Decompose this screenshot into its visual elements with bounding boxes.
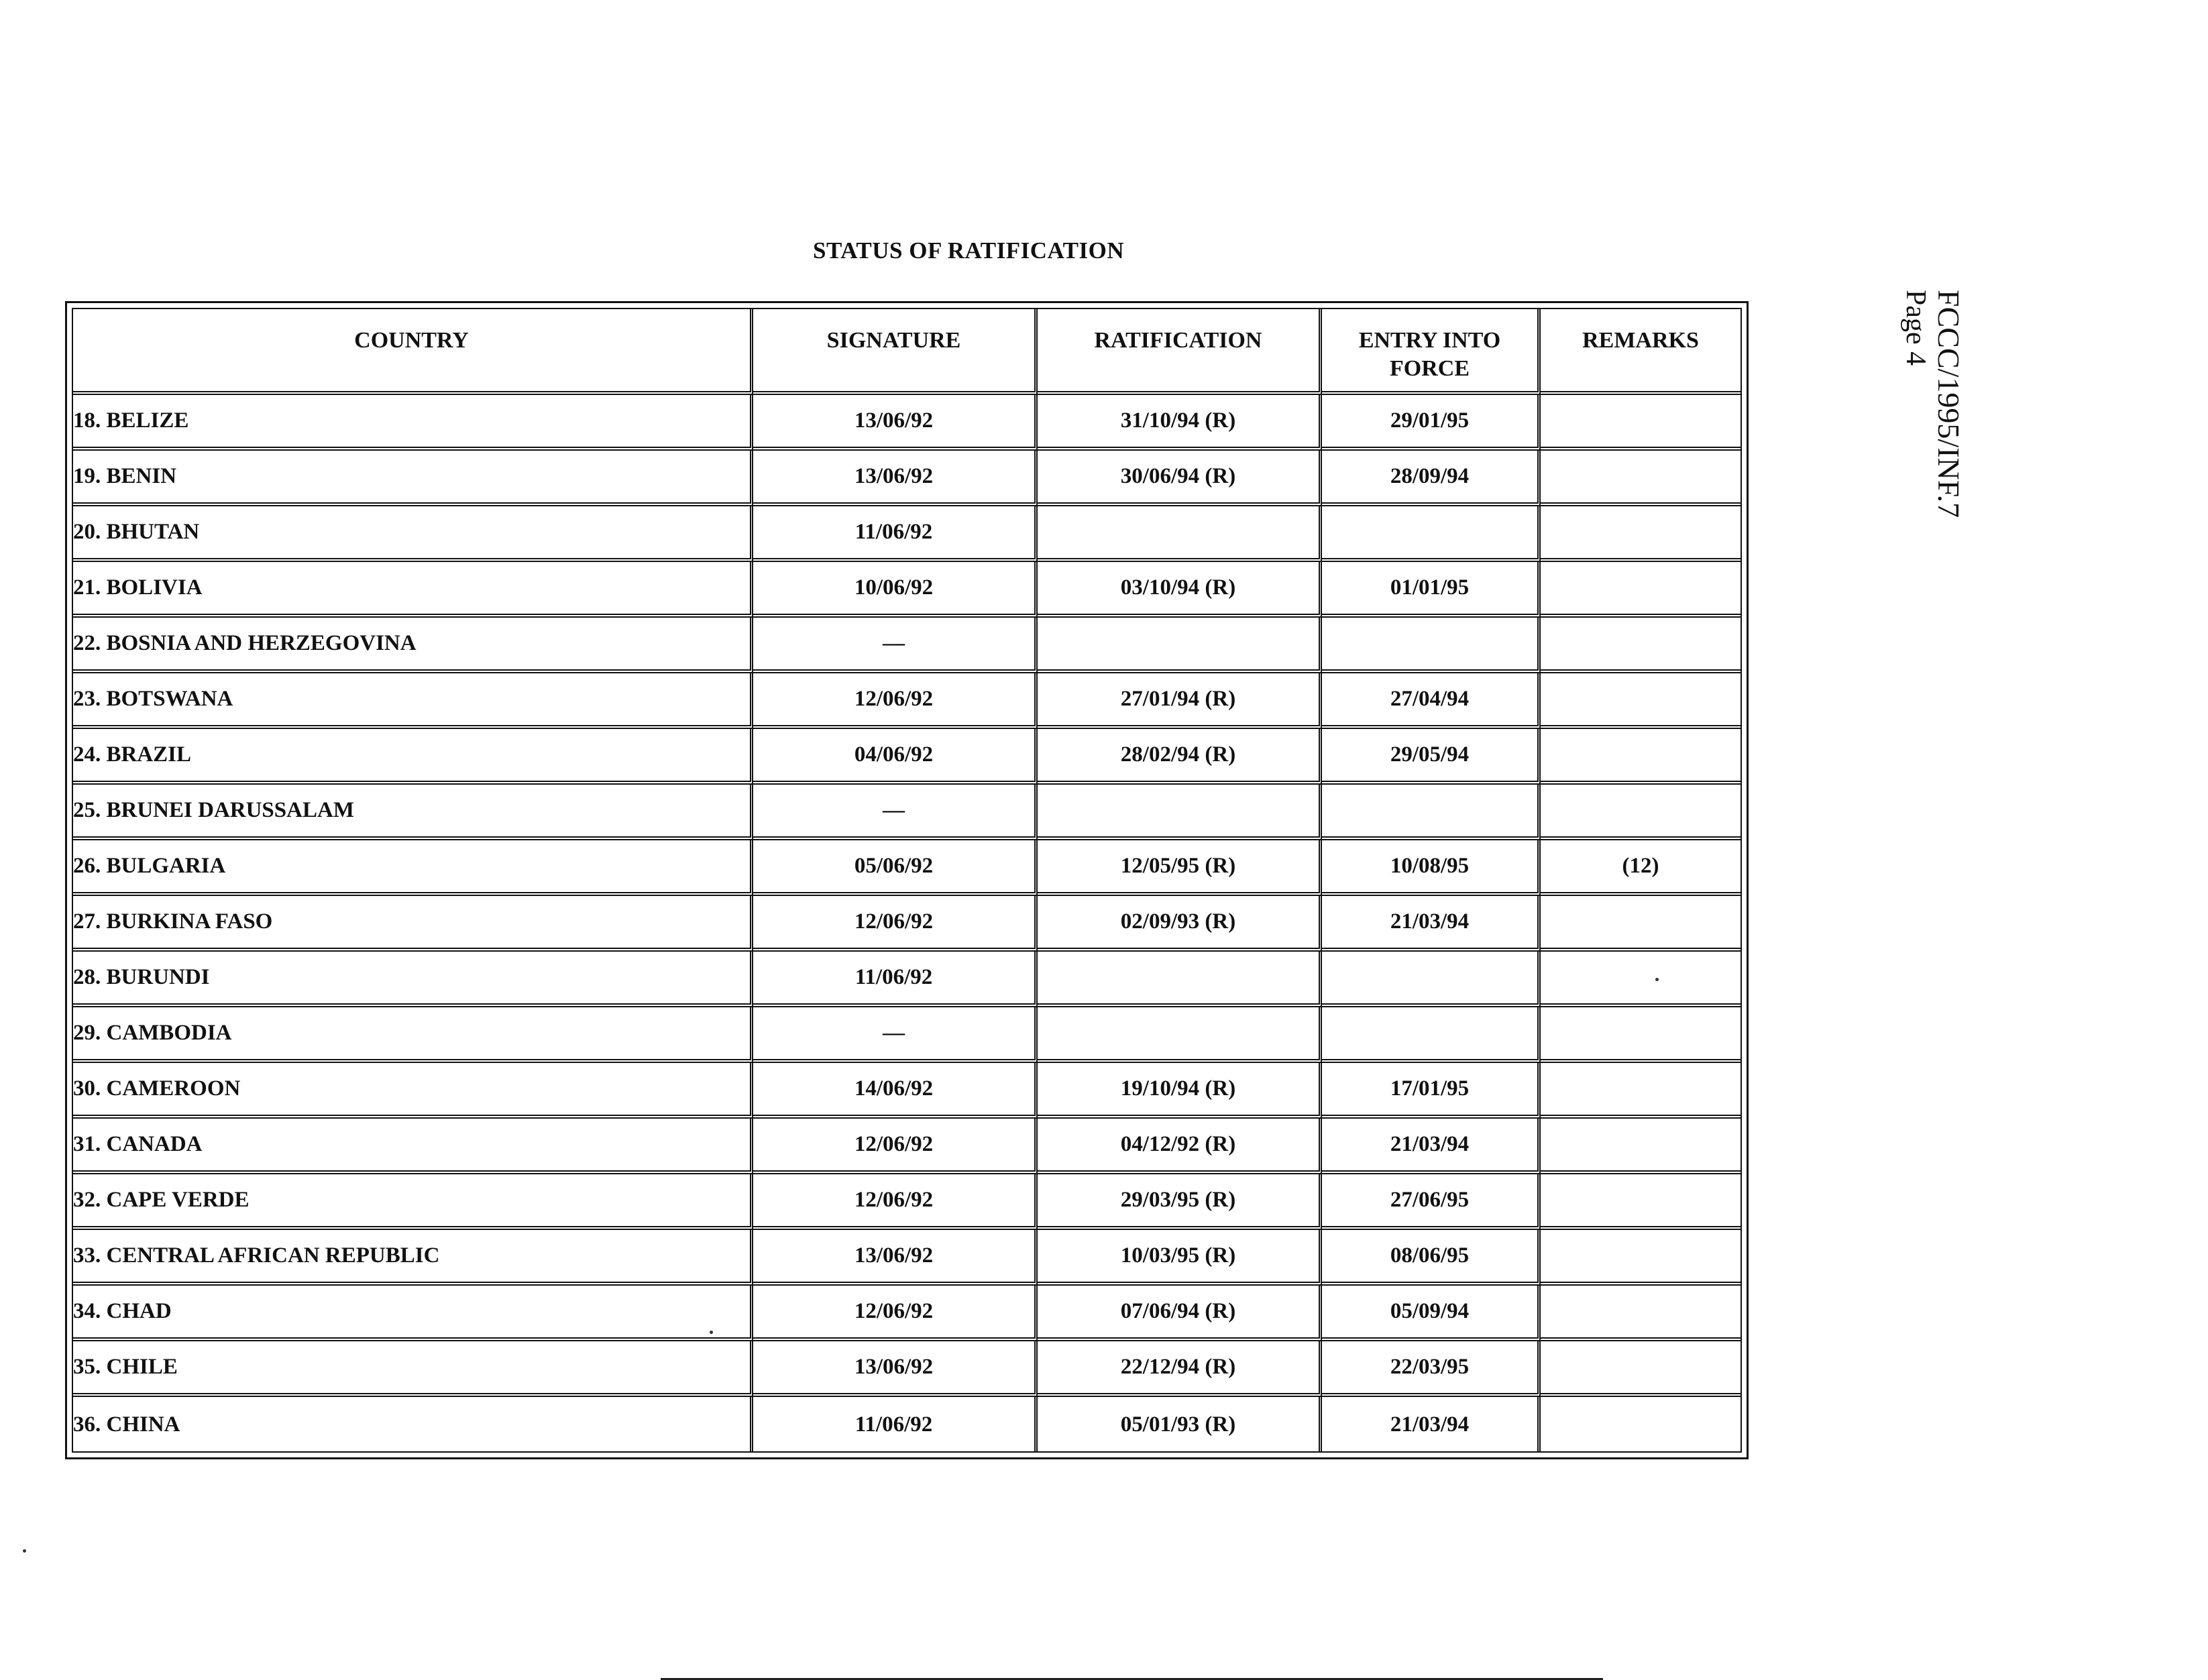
entry-into-force-cell: 01/01/95 (1322, 562, 1541, 618)
ratification-cell (1038, 952, 1322, 1007)
signature-cell: 11/06/92 (753, 506, 1038, 562)
ratification-cell: 22/12/94 (R) (1038, 1341, 1322, 1397)
remarks-cell (1541, 1007, 1741, 1063)
country-cell: 18. BELIZE (73, 395, 753, 451)
entry-into-force-cell (1322, 618, 1541, 673)
entry-into-force-cell (1322, 506, 1541, 562)
ratification-cell: 10/03/95 (R) (1038, 1230, 1322, 1286)
remarks-cell: (12) (1541, 840, 1741, 896)
country-cell: 27. BURKINA FASO (73, 896, 753, 952)
remarks-cell (1541, 673, 1741, 729)
signature-cell: 10/06/92 (753, 562, 1038, 618)
table-row (73, 673, 1741, 729)
header-country: COUNTRY (73, 309, 753, 395)
scan-speck (23, 1549, 26, 1553)
table-row (73, 1119, 1741, 1174)
ratification-cell: 12/05/95 (R) (1038, 840, 1322, 896)
entry-into-force-cell: 21/03/94 (1322, 1397, 1541, 1453)
table-row (73, 785, 1741, 840)
remarks-cell (1541, 506, 1741, 562)
signature-cell: 12/06/92 (753, 1286, 1038, 1341)
country-cell: 23. BOTSWANA (73, 673, 753, 729)
table-header-row (73, 309, 1741, 395)
signature-cell: 12/06/92 (753, 1174, 1038, 1230)
table-row (73, 952, 1741, 1007)
remarks-cell (1541, 1341, 1741, 1397)
ratification-cell: 30/06/94 (R) (1038, 451, 1322, 506)
ratification-cell: 07/06/94 (R) (1038, 1286, 1322, 1341)
header-signature: SIGNATURE (753, 309, 1038, 395)
table-row (73, 1174, 1741, 1230)
country-cell: 34. CHAD (73, 1286, 753, 1341)
table-row (73, 451, 1741, 506)
remarks-cell (1541, 1174, 1741, 1230)
header-entry-into-force: ENTRY INTO FORCE (1322, 309, 1541, 395)
table-row (73, 896, 1741, 952)
signature-cell: 12/06/92 (753, 1119, 1038, 1174)
country-cell: 35. CHILE (73, 1341, 753, 1397)
page-title: STATUS OF RATIFICATION (813, 237, 1125, 264)
scan-speck (710, 1331, 713, 1334)
remarks-cell (1541, 562, 1741, 618)
ratification-table-frame (65, 301, 1749, 1459)
signature-cell: 13/06/92 (753, 1230, 1038, 1286)
ratification-cell: 04/12/92 (R) (1038, 1119, 1322, 1174)
ratification-cell (1038, 1007, 1322, 1063)
remarks-cell (1541, 618, 1741, 673)
entry-into-force-cell (1322, 952, 1541, 1007)
table-row (73, 1230, 1741, 1286)
signature-cell: 11/06/92 (753, 1397, 1038, 1453)
remarks-cell (1541, 1230, 1741, 1286)
header-ratification: RATIFICATION (1038, 309, 1322, 395)
country-cell: 21. BOLIVIA (73, 562, 753, 618)
table-row (73, 1341, 1741, 1397)
country-cell: 24. BRAZIL (73, 729, 753, 785)
remarks-cell (1541, 451, 1741, 506)
signature-cell: 12/06/92 (753, 673, 1038, 729)
ratification-table (73, 309, 1741, 1453)
country-cell: 31. CANADA (73, 1119, 753, 1174)
signature-cell: 14/06/92 (753, 1063, 1038, 1119)
table-row (73, 1397, 1741, 1453)
ratification-cell: 05/01/93 (R) (1038, 1397, 1322, 1453)
country-cell: 28. BURUNDI (73, 952, 753, 1007)
signature-cell: 05/06/92 (753, 840, 1038, 896)
remarks-cell (1541, 1286, 1741, 1341)
signature-cell: 13/06/92 (753, 395, 1038, 451)
remarks-cell (1541, 1119, 1741, 1174)
signature-cell: — (753, 785, 1038, 840)
ratification-cell (1038, 506, 1322, 562)
country-cell: 25. BRUNEI DARUSSALAM (73, 785, 753, 840)
ratification-cell: 27/01/94 (R) (1038, 673, 1322, 729)
signature-cell: 13/06/92 (753, 451, 1038, 506)
table-row (73, 1063, 1741, 1119)
table-row (73, 618, 1741, 673)
signature-cell: — (753, 1007, 1038, 1063)
entry-into-force-cell: 27/06/95 (1322, 1174, 1541, 1230)
signature-cell: 04/06/92 (753, 729, 1038, 785)
entry-into-force-cell: 29/05/94 (1322, 729, 1541, 785)
signature-cell: 12/06/92 (753, 896, 1038, 952)
signature-cell: 13/06/92 (753, 1341, 1038, 1397)
ratification-cell: 28/02/94 (R) (1038, 729, 1322, 785)
page-number: Page 4 (1900, 290, 1931, 366)
entry-into-force-cell: 10/08/95 (1322, 840, 1541, 896)
table-row (73, 506, 1741, 562)
document-reference (1899, 290, 1965, 518)
country-cell: 29. CAMBODIA (73, 1007, 753, 1063)
remarks-cell (1541, 1063, 1741, 1119)
remarks-cell (1541, 785, 1741, 840)
country-cell: 33. CENTRAL AFRICAN REPUBLIC (73, 1230, 753, 1286)
ratification-cell: 19/10/94 (R) (1038, 1063, 1322, 1119)
signature-cell: — (753, 618, 1038, 673)
table-row (73, 562, 1741, 618)
remarks-cell (1541, 395, 1741, 451)
entry-into-force-cell: 17/01/95 (1322, 1063, 1541, 1119)
entry-into-force-cell: 21/03/94 (1322, 896, 1541, 952)
entry-into-force-cell (1322, 1007, 1541, 1063)
country-cell: 20. BHUTAN (73, 506, 753, 562)
entry-into-force-cell: 27/04/94 (1322, 673, 1541, 729)
signature-cell: 11/06/92 (753, 952, 1038, 1007)
table-row (73, 1007, 1741, 1063)
table-row (73, 840, 1741, 896)
country-cell: 36. CHINA (73, 1397, 753, 1453)
remarks-cell (1541, 952, 1741, 1007)
entry-into-force-cell: 29/01/95 (1322, 395, 1541, 451)
country-cell: 22. BOSNIA AND HERZEGOVINA (73, 618, 753, 673)
header-remarks: REMARKS (1541, 309, 1741, 395)
entry-into-force-cell: 08/06/95 (1322, 1230, 1541, 1286)
entry-into-force-cell (1322, 785, 1541, 840)
ratification-cell: 31/10/94 (R) (1038, 395, 1322, 451)
ratification-cell: 02/09/93 (R) (1038, 896, 1322, 952)
ratification-cell (1038, 618, 1322, 673)
country-cell: 32. CAPE VERDE (73, 1174, 753, 1230)
entry-into-force-cell: 22/03/95 (1322, 1341, 1541, 1397)
entry-into-force-cell: 21/03/94 (1322, 1119, 1541, 1174)
document-symbol: FCCC/1995/INF.7 (1932, 290, 1966, 518)
ratification-cell: 29/03/95 (R) (1038, 1174, 1322, 1230)
ratification-cell (1038, 785, 1322, 840)
ratification-cell: 03/10/94 (R) (1038, 562, 1322, 618)
remarks-cell (1541, 729, 1741, 785)
table-row (73, 1286, 1741, 1341)
country-cell: 26. BULGARIA (73, 840, 753, 896)
remarks-cell (1541, 1397, 1741, 1453)
remarks-cell (1541, 896, 1741, 952)
entry-into-force-cell: 05/09/94 (1322, 1286, 1541, 1341)
table-row (73, 395, 1741, 451)
country-cell: 19. BENIN (73, 451, 753, 506)
scan-speck (1655, 978, 1659, 981)
table-body (73, 395, 1741, 1453)
ratification-table-container (72, 308, 1742, 1453)
entry-into-force-cell: 28/09/94 (1322, 451, 1541, 506)
table-row (73, 729, 1741, 785)
country-cell: 30. CAMEROON (73, 1063, 753, 1119)
